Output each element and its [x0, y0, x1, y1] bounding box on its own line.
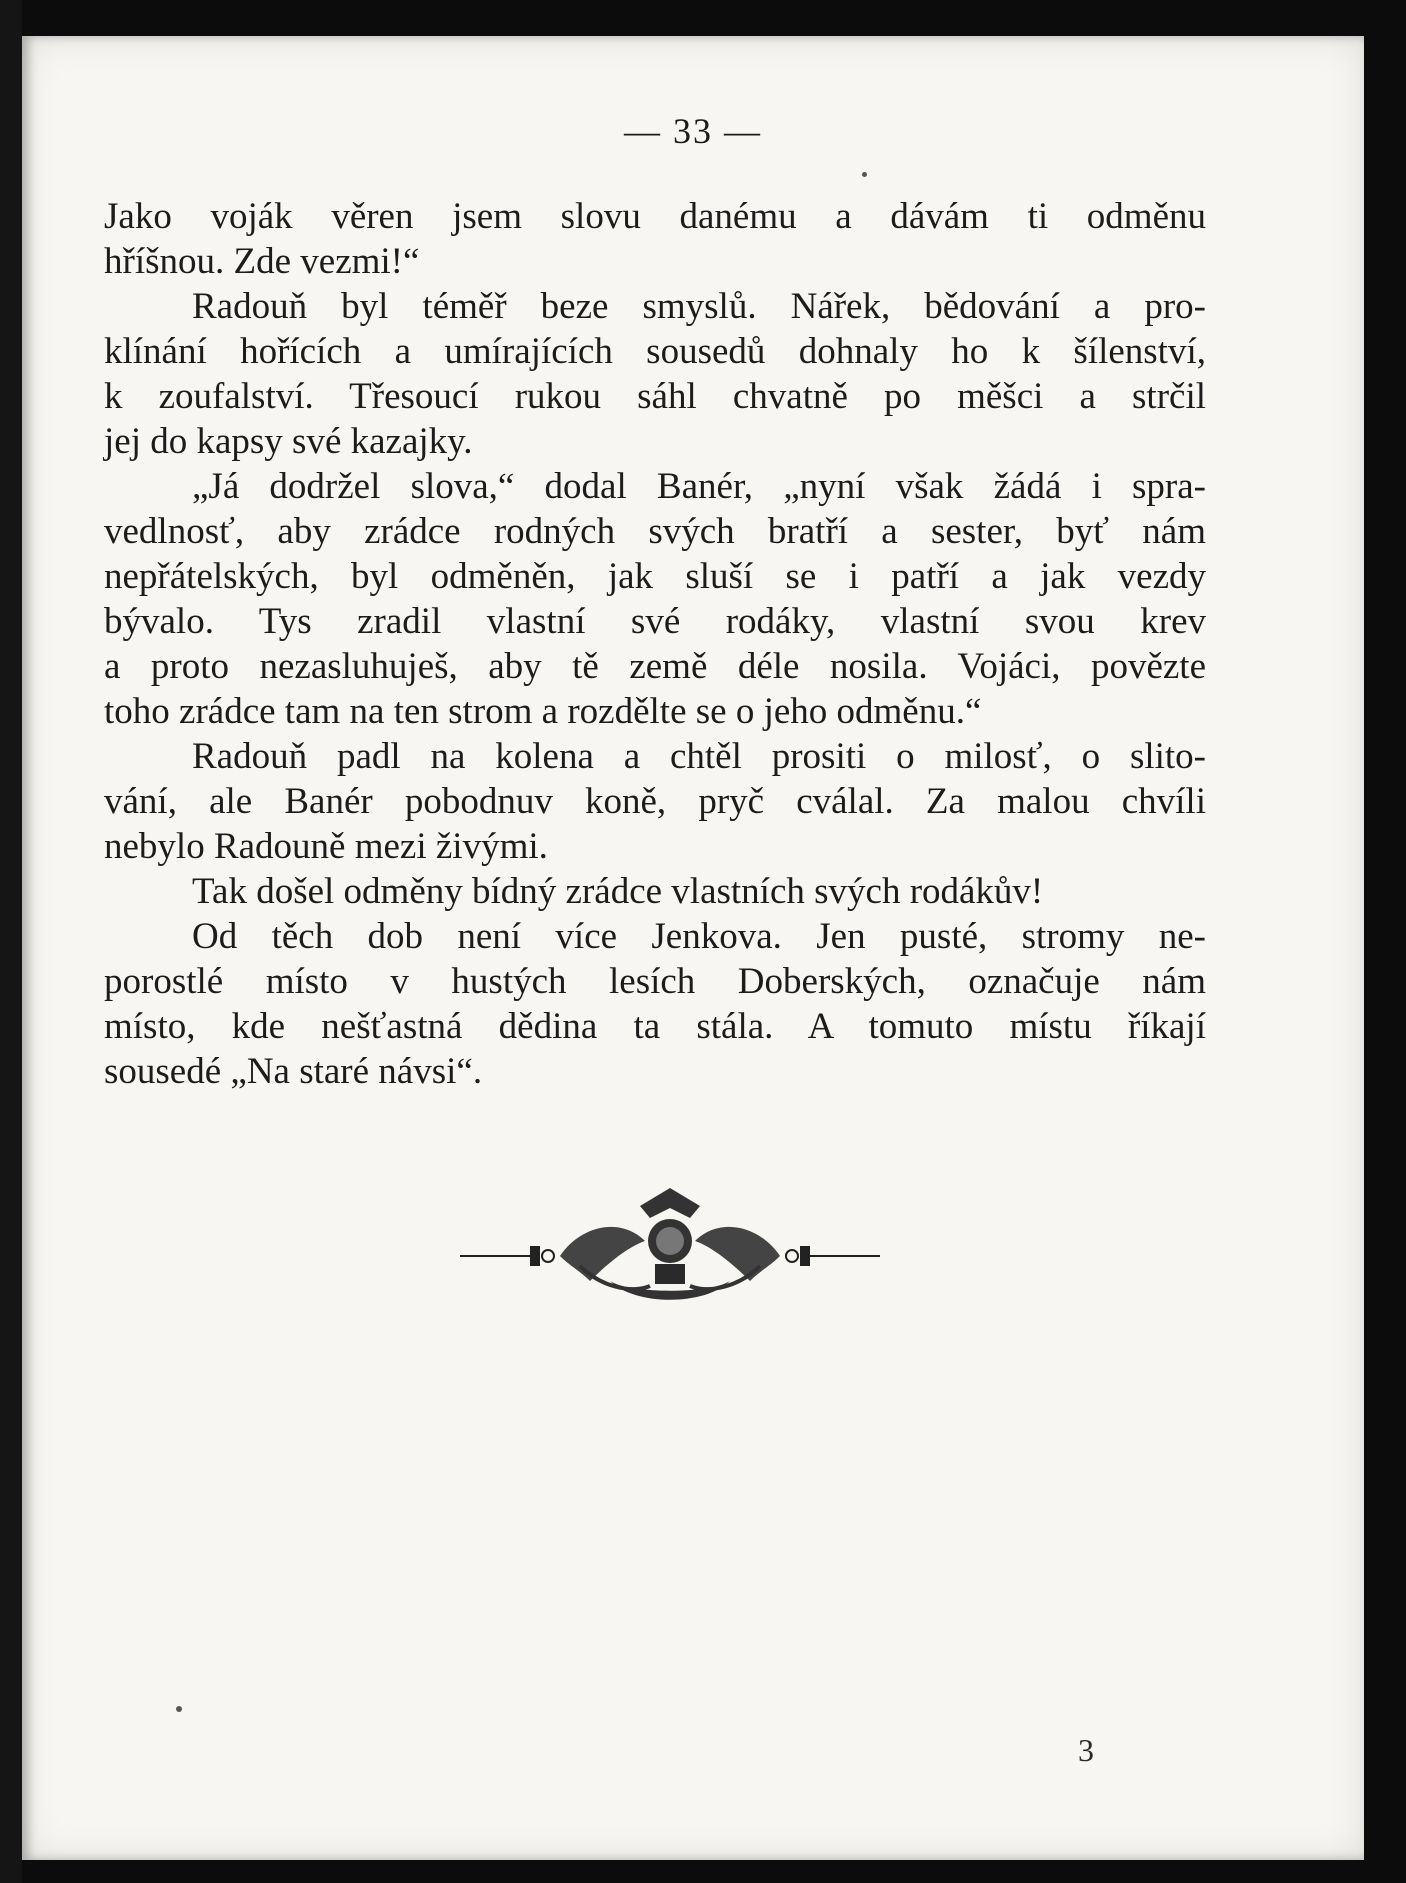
- text-line: Jako voják věren jsem slovu danému a dávám ti odměnu: [104, 196, 1206, 237]
- text-line: Od těch dob není více Jenkova. Jen pusté, stromy ne-: [192, 916, 1206, 957]
- signature-mark: 3: [1078, 1732, 1094, 1768]
- vignette-center-ornament: [560, 1188, 780, 1300]
- text-line: Radouň byl téměř beze smyslů. Nářek, bědování a pro-: [192, 286, 1206, 327]
- text-line: sousedé „Na staré návsi“.: [104, 1051, 483, 1092]
- scan-edge: [0, 0, 22, 1883]
- page-number-header: — 33 —: [624, 111, 762, 151]
- vignette-left-rule: [460, 1246, 554, 1266]
- text-line: bývalo. Tys zradil vlastní své rodáky, vlastní svou krev: [104, 601, 1206, 642]
- text-line: porostlé místo v hustých lesích Doberských, označuje nám: [104, 961, 1206, 1002]
- text-line: „Já dodržel slova,“ dodal Banér, „nyní však žádá i spra-: [192, 466, 1206, 507]
- book-page: [22, 36, 1364, 1860]
- text-line: místo, kde nešťastná dědina ta stála. A tomuto místu říkají: [104, 1006, 1206, 1047]
- text-line: Tak došel odměny bídný zrádce vlastních svých rodákův!: [192, 871, 1044, 912]
- paper-speck: [862, 172, 867, 177]
- decorative-vignette: [460, 1186, 880, 1316]
- text-line: nepřátelských, byl odměněn, jak sluší se i patří a jak vezdy: [104, 556, 1206, 597]
- paper-speck: [176, 1706, 182, 1712]
- text-line: nebylo Radouně mezi živými.: [104, 826, 548, 867]
- text-line: hříšnou. Zde vezmi!“: [104, 241, 420, 282]
- body-text: [104, 194, 1206, 1094]
- text-line: k zoufalství. Třesoucí rukou sáhl chvatně po měšci a strčil: [104, 376, 1206, 417]
- text-line: vedlnosť, aby zrádce rodných svých bratří a sester, byť nám: [104, 511, 1206, 552]
- text-line: klínání hořících a umírajících sousedů dohnaly ho k šílenství,: [104, 331, 1206, 372]
- text-line: vání, ale Banér pobodnuv koně, pryč cválal. Za malou chvíli: [104, 781, 1206, 822]
- text-line: Radouň padl na kolena a chtěl prositi o milosť, o slito-: [192, 736, 1206, 777]
- text-line: jej do kapsy své kazajky.: [104, 421, 473, 462]
- vignette-right-rule: [786, 1246, 880, 1266]
- text-line: a proto nezasluhuješ, aby tě země déle nosila. Vojáci, povězte: [104, 646, 1206, 687]
- text-line: toho zrádce tam na ten strom a rozdělte se o jeho odměnu.“: [104, 691, 982, 732]
